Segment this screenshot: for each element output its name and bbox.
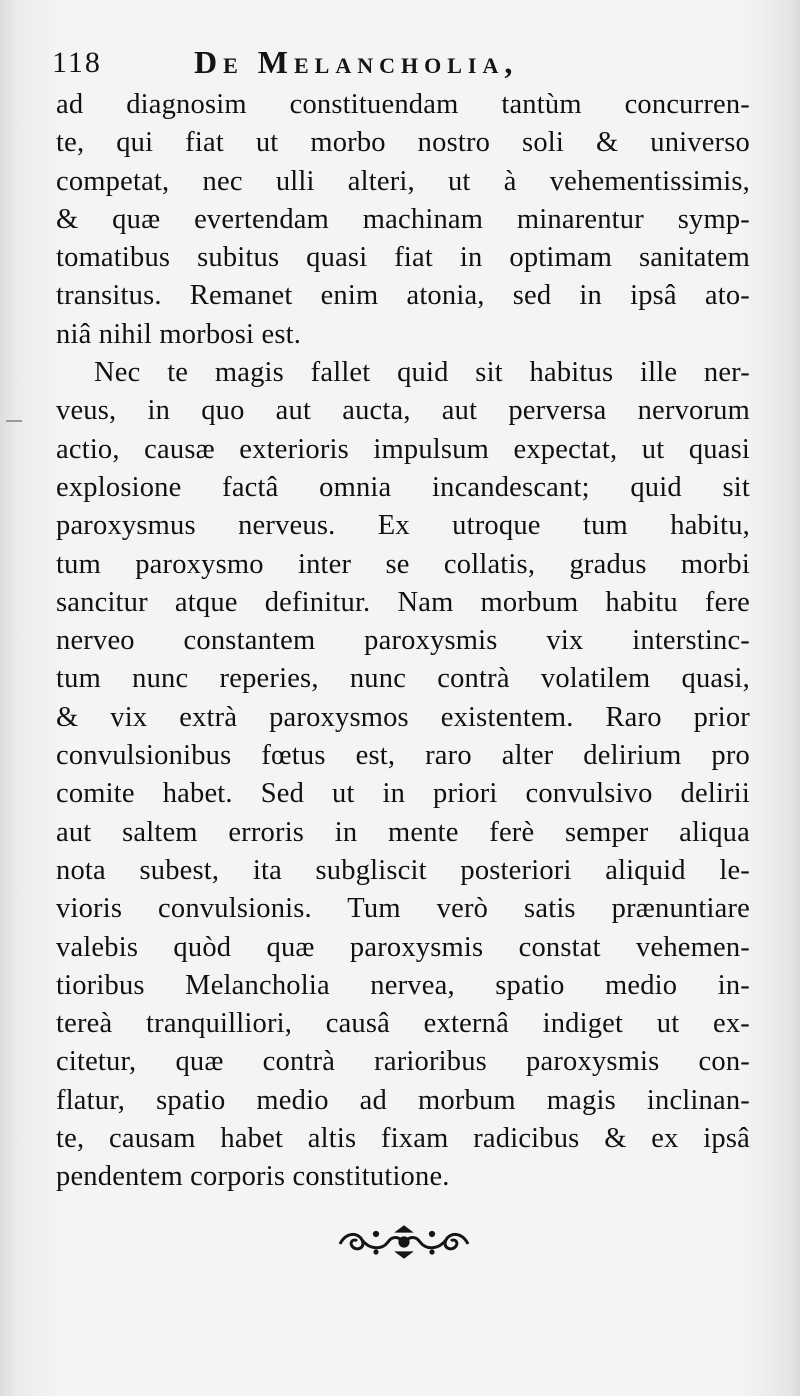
- text-line: veus, in quo aut aucta, aut perversa nervorum: [56, 395, 750, 427]
- text-line: vioris convulsionis. Tum verò satis prænuntiare: [56, 893, 750, 925]
- text-line: nerveo constantem paroxysmis vix interstinc-: [56, 625, 750, 657]
- running-title: De Melancholia,: [194, 44, 519, 80]
- text-line: sancitur atque definitur. Nam morbum habitu fere: [56, 586, 750, 618]
- text-line: transitus. Remanet enim atonia, sed in ipsâ ato-: [56, 280, 750, 312]
- text-line: valebis quòd quæ paroxysmis constat vehemen-: [56, 931, 750, 963]
- text-line: citetur, quæ contrà rarioribus paroxysmis con-: [56, 1046, 750, 1078]
- text-line: aut saltem erroris in mente ferè semper aliqua: [56, 816, 750, 848]
- paragraph-start-line: Nec te magis fallet quid sit habitus ille ner-: [94, 357, 750, 389]
- text-line: tomatibus subitus quasi fiat in optimam sanitatem: [56, 242, 750, 274]
- page-number: 118: [52, 46, 102, 79]
- text-line: ad diagnosim constituendam tantùm concurren-: [56, 89, 750, 120]
- text-line: nota subest, ita subgliscit posteriori aliquid le-: [56, 854, 750, 886]
- text-line: te, qui fiat ut morbo nostro soli & universo: [56, 127, 750, 159]
- text-line: tioribus Melancholia nervea, spatio medio in-: [56, 969, 750, 1001]
- text-line: tereà tranquilliori, causâ externâ indiget ut ex-: [56, 1008, 750, 1040]
- text-line: competat, nec ulli alteri, ut à vehementissimis,: [56, 165, 750, 197]
- fleuron-ornament-icon: [336, 1222, 472, 1260]
- text-line: tum paroxysmo inter se collatis, gradus morbi: [56, 548, 750, 580]
- paragraph-end-line: pendentem corporis constitutione.: [56, 1161, 450, 1193]
- text-line: tum nunc reperies, nunc contrà volatilem quasi,: [56, 663, 750, 695]
- text-line: paroxysmus nerveus. Ex utroque tum habitu,: [56, 510, 750, 542]
- text-line: comite habet. Sed ut in priori convulsivo delirii: [56, 778, 750, 810]
- paragraph-end-line: niâ nihil morbosi est.: [56, 318, 302, 350]
- body-text: [56, 86, 750, 1197]
- text-line: & vix extrà paroxysmos existentem. Raro prior: [56, 701, 750, 733]
- text-line: te, causam habet altis fixam radicibus & ex ipsâ: [56, 1123, 750, 1155]
- text-line: explosione factâ omnia incandescant; quid sit: [56, 471, 750, 503]
- text-line: convulsionibus fœtus est, raro alter delirium pro: [56, 740, 750, 772]
- text-line: flatur, spatio medio ad morbum magis inclinan-: [56, 1084, 750, 1116]
- text-line: actio, causæ exterioris impulsum expectat, ut quasi: [56, 433, 750, 465]
- running-head: [52, 42, 752, 86]
- text-line: & quæ evertendam machinam minarentur symp-: [56, 203, 750, 235]
- margin-mark: [6, 420, 22, 422]
